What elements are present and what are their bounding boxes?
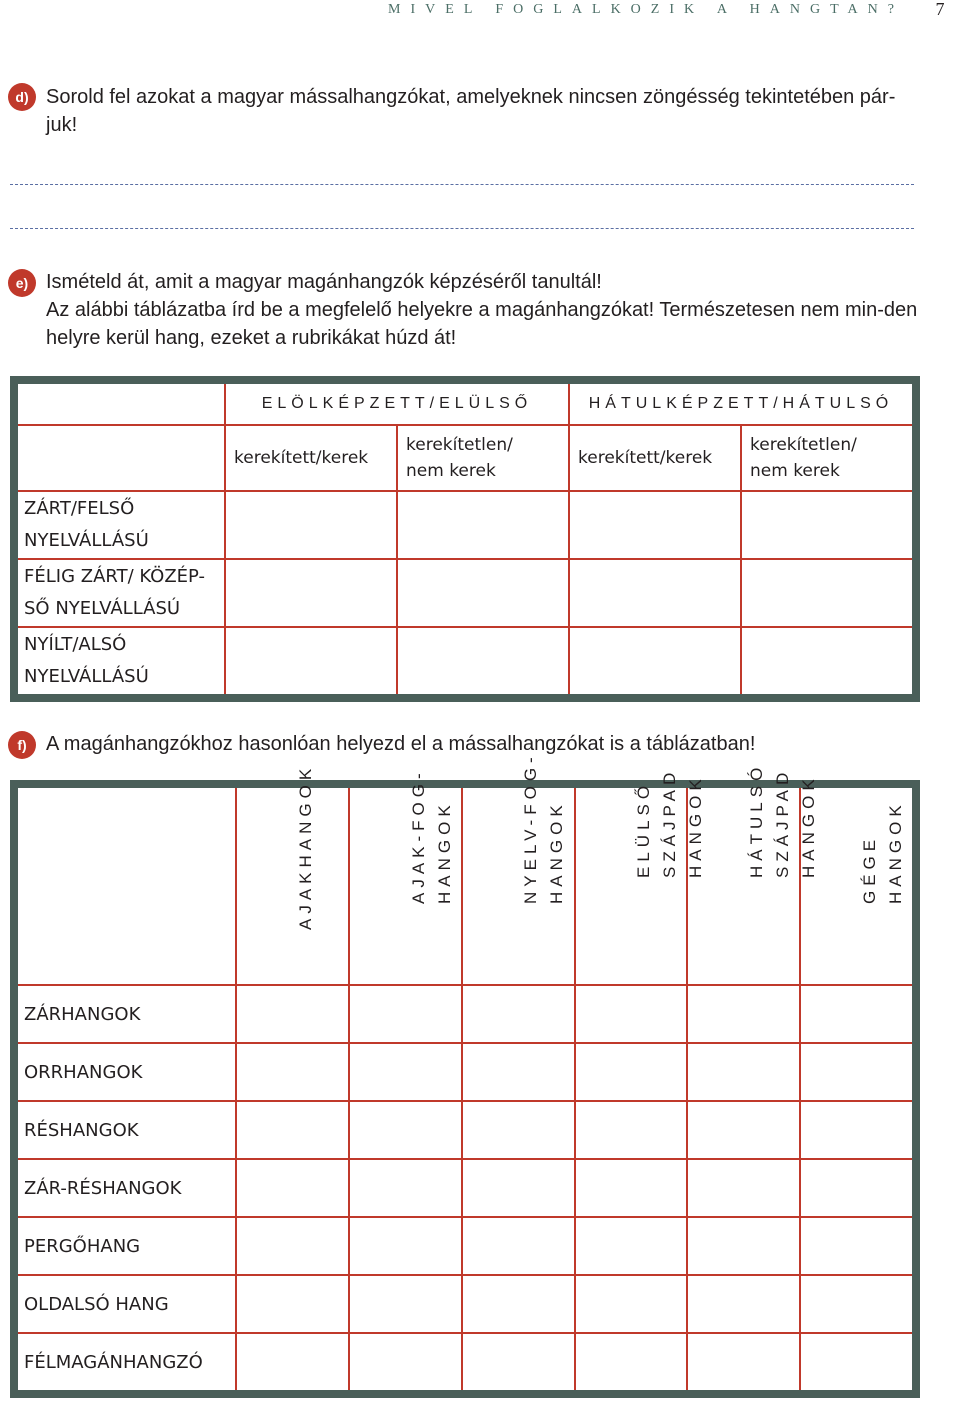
answer-cell[interactable] [569,559,741,627]
answer-cell[interactable] [236,985,349,1043]
col-header-label: ELÜLSŐ SZÁJPAD HANGOK [634,767,706,878]
row-label-closed: ZÁRT/FELSŐ NYELVÁLLÁSÚ [14,491,225,559]
answer-cell[interactable] [575,1043,688,1101]
page-header [0,0,960,30]
page-number: 7 [935,0,945,19]
answer-cell[interactable] [741,627,916,698]
answer-cell[interactable] [569,491,741,559]
col-header-palatal [575,767,706,985]
answer-cell[interactable] [575,1275,688,1333]
row-label-half-closed: FÉLIG ZÁRT/ KÖZÉP- SŐ NYELVÁLLÁSÚ [14,559,225,627]
answer-cell[interactable] [462,1101,575,1159]
answer-cell[interactable] [800,1159,916,1217]
answer-cell[interactable] [236,1217,349,1275]
consonant-table [10,752,920,1398]
row-label-open: NYÍLT/ALSÓ NYELVÁLLÁSÚ [14,627,225,698]
row-label-fricatives: RÉSHANGOK [14,1101,236,1159]
answer-cell[interactable] [687,985,800,1043]
answer-cell[interactable] [575,1101,688,1159]
table-row [14,491,916,559]
sub-header-back-unrounded: kerekítetlen/ nem kerek [741,425,916,491]
corner-cell-2 [14,425,225,491]
answer-cell[interactable] [800,1043,916,1101]
col-header-labial [236,763,349,985]
row-label-trill: PERGŐHANG [14,1217,236,1275]
answer-cell[interactable] [575,985,688,1043]
row-label-semivowel: FÉLMAGÁNHANGZÓ [14,1333,236,1394]
table-row [14,627,916,698]
corner-cell [14,380,225,425]
answer-cell[interactable] [575,1217,688,1275]
table-row [14,985,916,1043]
answer-cell[interactable] [800,985,916,1043]
table-row [14,1333,916,1394]
row-label-nasals: ORRHANGOK [14,1043,236,1101]
answer-cell[interactable] [687,1101,800,1159]
answer-cell[interactable] [236,1275,349,1333]
answer-cell[interactable] [397,627,569,698]
table-row [14,559,916,627]
answer-cell[interactable] [462,1043,575,1101]
answer-cell[interactable] [575,1333,688,1394]
answer-line-2[interactable] [10,228,914,229]
answer-cell[interactable] [687,1275,800,1333]
answer-cell[interactable] [349,1159,462,1217]
answer-cell[interactable] [687,1159,800,1217]
sub-header-back-rounded: kerekített/kerek [569,425,741,491]
answer-cell[interactable] [397,559,569,627]
answer-cell[interactable] [687,1333,800,1394]
col-header-velar [687,762,818,985]
answer-cell[interactable] [575,1159,688,1217]
col-header-dental [462,752,575,985]
col-header-labiodental [349,768,462,985]
answer-cell[interactable] [800,1333,916,1394]
answer-cell[interactable] [800,1275,916,1333]
answer-cell[interactable] [349,1275,462,1333]
answer-cell[interactable] [349,1101,462,1159]
task-d-marker: d) [8,83,36,111]
task-f-text: A magánhangzókhoz hasonlóan helyezd el a mássalhangzókat is a táblázatban! [46,733,756,755]
table-row [14,1275,916,1333]
table-row [14,1217,916,1275]
table-row [14,1101,916,1159]
answer-cell[interactable] [800,1101,916,1159]
table-row [14,1159,916,1217]
answer-cell[interactable] [462,1275,575,1333]
row-label-stops: ZÁRHANGOK [14,985,236,1043]
answer-cell[interactable] [569,627,741,698]
answer-cell[interactable] [462,1217,575,1275]
answer-cell[interactable] [397,491,569,559]
answer-cell[interactable] [349,1217,462,1275]
col-header-label: GÉGE HANGOK [859,800,905,904]
task-e-marker: e) [8,269,36,297]
task-e-line1: Ismételd át, amit a magyar magánhangzók képzéséről tanultál! [46,271,602,293]
row-label-lateral: OLDALSÓ HANG [14,1275,236,1333]
vowel-table [10,376,920,702]
answer-cell[interactable] [225,491,397,559]
row-label-affricates: ZÁR-RÉSHANGOK [14,1159,236,1217]
answer-cell[interactable] [349,1333,462,1394]
task-f-marker: f) [8,731,36,759]
answer-cell[interactable] [741,491,916,559]
sub-header-front-rounded: kerekített/kerek [225,425,397,491]
task-e-line2: Az alábbi táblázatba írd be a megfelelő helyekre a magánhangzókat! Természetesen nem min-den helyre kerül hang, ezeket a rubrikákat húzd át! [46,299,918,349]
answer-cell[interactable] [236,1333,349,1394]
col-header-label: HÁTULSÓ SZÁJPAD HANGOK [746,762,818,878]
sub-header-front-unrounded: kerekítetlen/ nem kerek [397,425,569,491]
answer-cell[interactable] [800,1217,916,1275]
col-header-label: AJAKHANGOK [295,763,315,930]
answer-cell[interactable] [462,1333,575,1394]
answer-cell[interactable] [349,1043,462,1101]
answer-cell[interactable] [236,1101,349,1159]
col-header-label: AJAK-FOG- HANGOK [408,768,454,904]
table-row [14,1043,916,1101]
answer-cell[interactable] [687,1217,800,1275]
col-header-label: NYELV-FOG- HANGOK [521,752,567,904]
answer-cell[interactable] [741,559,916,627]
answer-cell[interactable] [236,1159,349,1217]
answer-cell[interactable] [687,1043,800,1101]
corner-cell [14,784,236,985]
group-header-back: HÁTULKÉPZETT/HÁTULSÓ [569,380,916,425]
running-title: MIVEL FOGLALKOZIK A HANGTAN? [388,2,904,17]
answer-line-1[interactable] [10,184,914,185]
group-header-front: ELÖLKÉPZETT/ELÜLSŐ [225,380,569,425]
col-header-glottal [800,784,916,985]
answer-cell[interactable] [236,1043,349,1101]
answer-cell[interactable] [225,559,397,627]
answer-cell[interactable] [349,985,462,1043]
task-d-text: Sorold fel azokat a magyar mássalhangzókat, amelyeknek nincsen zöngésség tekintetében pár-juk! [46,86,896,136]
answer-cell[interactable] [462,1159,575,1217]
answer-cell[interactable] [462,985,575,1043]
answer-cell[interactable] [225,627,397,698]
